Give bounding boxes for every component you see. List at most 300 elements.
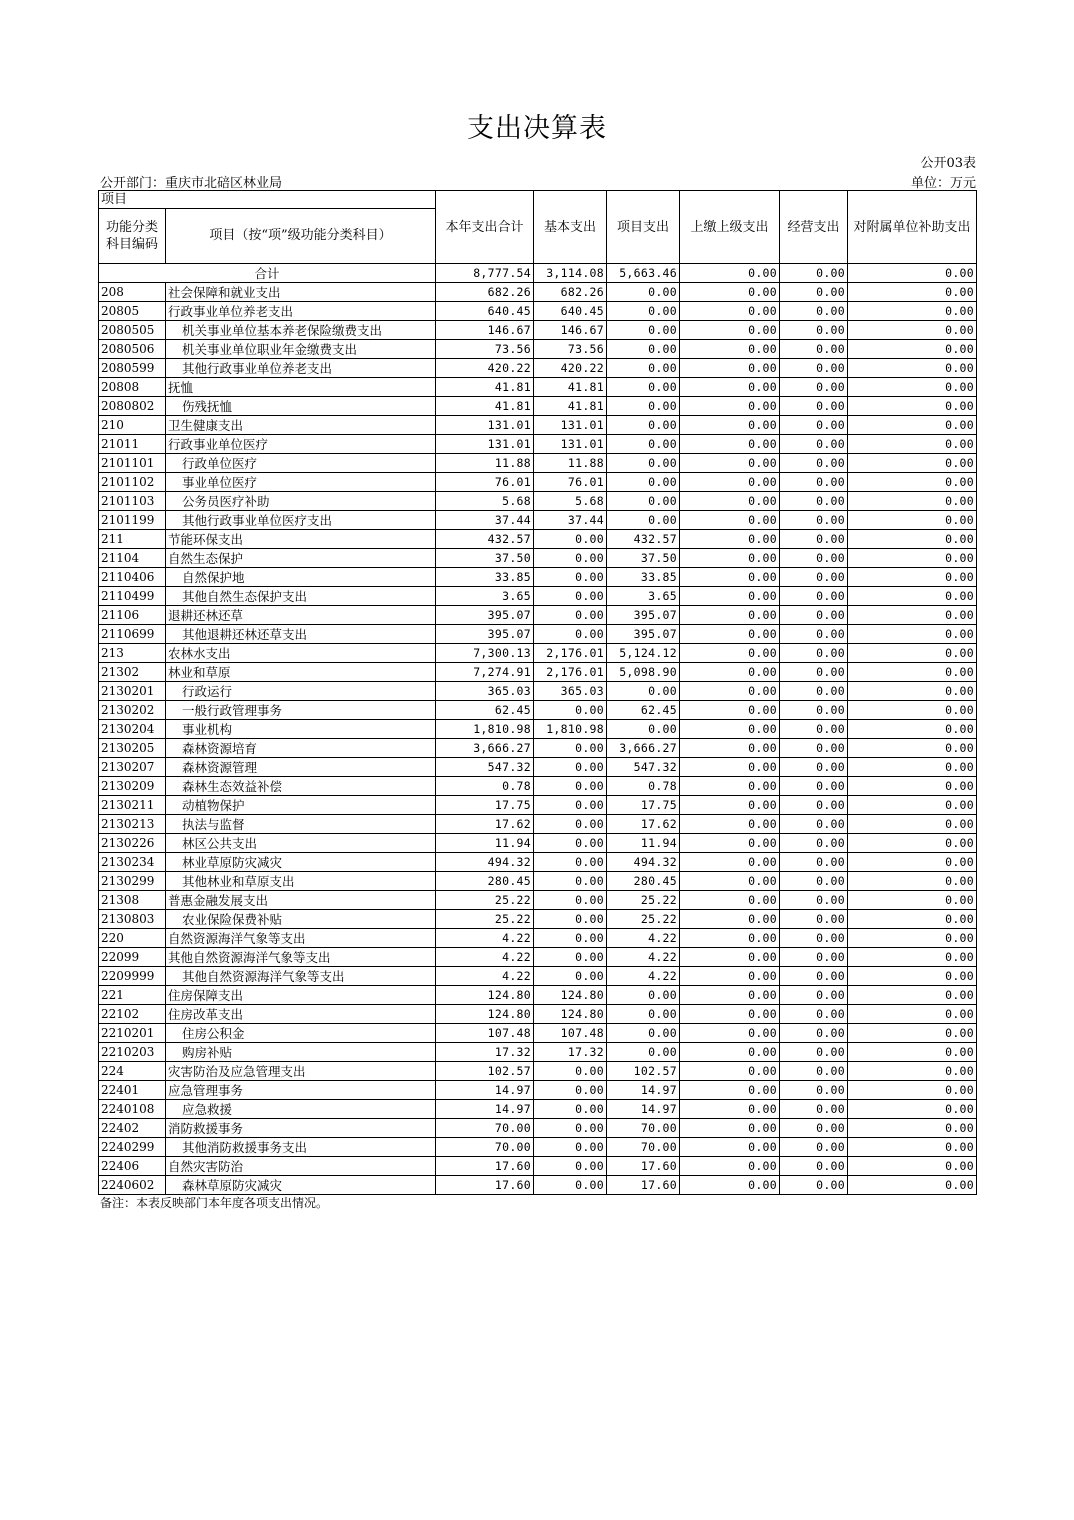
cell-basic: 1,810.98 xyxy=(534,720,607,739)
cell-name: 公务员医疗补助 xyxy=(166,492,436,511)
cell-superior: 0.00 xyxy=(680,834,780,853)
cell-operating: 0.00 xyxy=(780,378,848,397)
total-operating: 0.00 xyxy=(780,264,848,283)
cell-project: 0.00 xyxy=(607,1024,680,1043)
cell-superior: 0.00 xyxy=(680,416,780,435)
cell-subsidy: 0.00 xyxy=(848,359,977,378)
cell-operating: 0.00 xyxy=(780,511,848,530)
cell-code: 2240299 xyxy=(99,1138,166,1157)
table-row xyxy=(99,321,977,340)
total-project: 5,663.46 xyxy=(607,264,680,283)
cell-project: 17.62 xyxy=(607,815,680,834)
cell-subsidy: 0.00 xyxy=(848,1100,977,1119)
cell-name: 森林资源培育 xyxy=(166,739,436,758)
cell-code: 21011 xyxy=(99,435,166,454)
cell-name: 农林水支出 xyxy=(166,644,436,663)
cell-total: 0.78 xyxy=(436,777,534,796)
cell-total: 37.50 xyxy=(436,549,534,568)
cell-name: 其他自然资源海洋气象等支出 xyxy=(166,967,436,986)
cell-total: 640.45 xyxy=(436,302,534,321)
cell-code: 2080802 xyxy=(99,397,166,416)
cell-code: 21104 xyxy=(99,549,166,568)
cell-operating: 0.00 xyxy=(780,910,848,929)
cell-subsidy: 0.00 xyxy=(848,1157,977,1176)
cell-subsidy: 0.00 xyxy=(848,910,977,929)
cell-subsidy: 0.00 xyxy=(848,1062,977,1081)
cell-superior: 0.00 xyxy=(680,701,780,720)
cell-basic: 0.00 xyxy=(534,1081,607,1100)
cell-name: 其他行政事业单位医疗支出 xyxy=(166,511,436,530)
cell-superior: 0.00 xyxy=(680,568,780,587)
cell-code: 22099 xyxy=(99,948,166,967)
cell-superior: 0.00 xyxy=(680,1024,780,1043)
cell-name: 一般行政管理事务 xyxy=(166,701,436,720)
cell-code: 208 xyxy=(99,283,166,302)
cell-project: 33.85 xyxy=(607,568,680,587)
cell-operating: 0.00 xyxy=(780,1062,848,1081)
cell-superior: 0.00 xyxy=(680,758,780,777)
cell-subsidy: 0.00 xyxy=(848,283,977,302)
cell-code: 2130213 xyxy=(99,815,166,834)
cell-total: 14.97 xyxy=(436,1081,534,1100)
table-row xyxy=(99,549,977,568)
cell-basic: 5.68 xyxy=(534,492,607,511)
cell-name: 应急管理事务 xyxy=(166,1081,436,1100)
table-row xyxy=(99,1043,977,1062)
cell-code: 2130207 xyxy=(99,758,166,777)
cell-code: 2080506 xyxy=(99,340,166,359)
cell-project: 0.00 xyxy=(607,416,680,435)
cell-superior: 0.00 xyxy=(680,720,780,739)
cell-code: 22102 xyxy=(99,1005,166,1024)
cell-project: 17.75 xyxy=(607,796,680,815)
cell-code: 2101103 xyxy=(99,492,166,511)
cell-name: 自然资源海洋气象等支出 xyxy=(166,929,436,948)
cell-name: 森林生态效益补偿 xyxy=(166,777,436,796)
table-row xyxy=(99,1138,977,1157)
table-row xyxy=(99,473,977,492)
cell-total: 3,666.27 xyxy=(436,739,534,758)
cell-code: 210 xyxy=(99,416,166,435)
table-row xyxy=(99,777,977,796)
cell-operating: 0.00 xyxy=(780,1119,848,1138)
cell-subsidy: 0.00 xyxy=(848,321,977,340)
header-operating: 经营支出 xyxy=(780,191,848,264)
cell-total: 682.26 xyxy=(436,283,534,302)
cell-total: 4.22 xyxy=(436,967,534,986)
cell-subsidy: 0.00 xyxy=(848,891,977,910)
cell-subsidy: 0.00 xyxy=(848,397,977,416)
cell-operating: 0.00 xyxy=(780,739,848,758)
cell-total: 420.22 xyxy=(436,359,534,378)
cell-project: 0.00 xyxy=(607,378,680,397)
cell-basic: 0.00 xyxy=(534,929,607,948)
table-row xyxy=(99,1024,977,1043)
cell-total: 395.07 xyxy=(436,625,534,644)
cell-superior: 0.00 xyxy=(680,853,780,872)
table-row xyxy=(99,701,977,720)
cell-superior: 0.00 xyxy=(680,1138,780,1157)
cell-subsidy: 0.00 xyxy=(848,853,977,872)
cell-basic: 0.00 xyxy=(534,606,607,625)
total-row xyxy=(99,264,977,283)
cell-superior: 0.00 xyxy=(680,948,780,967)
cell-basic: 0.00 xyxy=(534,1138,607,1157)
cell-subsidy: 0.00 xyxy=(848,967,977,986)
cell-operating: 0.00 xyxy=(780,1005,848,1024)
cell-superior: 0.00 xyxy=(680,283,780,302)
cell-operating: 0.00 xyxy=(780,359,848,378)
cell-basic: 11.88 xyxy=(534,454,607,473)
cell-code: 2130209 xyxy=(99,777,166,796)
cell-basic: 0.00 xyxy=(534,530,607,549)
table-row xyxy=(99,853,977,872)
cell-code: 2209999 xyxy=(99,967,166,986)
cell-subsidy: 0.00 xyxy=(848,511,977,530)
cell-superior: 0.00 xyxy=(680,549,780,568)
cell-basic: 0.00 xyxy=(534,1100,607,1119)
table-row xyxy=(99,720,977,739)
cell-total: 70.00 xyxy=(436,1138,534,1157)
total-sum: 8,777.54 xyxy=(436,264,534,283)
cell-project: 17.60 xyxy=(607,1176,680,1195)
cell-superior: 0.00 xyxy=(680,796,780,815)
cell-superior: 0.00 xyxy=(680,682,780,701)
cell-name: 其他退耕还林还草支出 xyxy=(166,625,436,644)
cell-operating: 0.00 xyxy=(780,986,848,1005)
table-row xyxy=(99,891,977,910)
table-row xyxy=(99,530,977,549)
cell-subsidy: 0.00 xyxy=(848,644,977,663)
cell-subsidy: 0.00 xyxy=(848,1119,977,1138)
cell-subsidy: 0.00 xyxy=(848,720,977,739)
page-title: 支出决算表 xyxy=(467,113,607,144)
cell-name: 事业机构 xyxy=(166,720,436,739)
cell-superior: 0.00 xyxy=(680,587,780,606)
cell-project: 0.00 xyxy=(607,340,680,359)
cell-code: 2240108 xyxy=(99,1100,166,1119)
cell-subsidy: 0.00 xyxy=(848,948,977,967)
cell-project: 3,666.27 xyxy=(607,739,680,758)
cell-project: 432.57 xyxy=(607,530,680,549)
cell-total: 7,300.13 xyxy=(436,644,534,663)
cell-code: 2130803 xyxy=(99,910,166,929)
cell-operating: 0.00 xyxy=(780,530,848,549)
total-basic: 3,114.08 xyxy=(534,264,607,283)
cell-project: 0.00 xyxy=(607,359,680,378)
cell-superior: 0.00 xyxy=(680,1081,780,1100)
cell-project: 14.97 xyxy=(607,1100,680,1119)
cell-superior: 0.00 xyxy=(680,340,780,359)
cell-operating: 0.00 xyxy=(780,872,848,891)
header-subsidy: 对附属单位补助支出 xyxy=(848,191,977,264)
cell-total: 33.85 xyxy=(436,568,534,587)
cell-project: 494.32 xyxy=(607,853,680,872)
department-label: 公开部门：重庆市北碚区林业局 xyxy=(100,176,283,191)
cell-name: 机关事业单位基本养老保险缴费支出 xyxy=(166,321,436,340)
cell-name: 森林资源管理 xyxy=(166,758,436,777)
cell-superior: 0.00 xyxy=(680,397,780,416)
cell-total: 25.22 xyxy=(436,910,534,929)
cell-total: 5.68 xyxy=(436,492,534,511)
cell-project: 0.00 xyxy=(607,682,680,701)
expenditure-table xyxy=(98,190,977,1195)
cell-project: 4.22 xyxy=(607,929,680,948)
cell-total: 107.48 xyxy=(436,1024,534,1043)
cell-basic: 0.00 xyxy=(534,1062,607,1081)
cell-project: 0.00 xyxy=(607,283,680,302)
table-row xyxy=(99,815,977,834)
cell-superior: 0.00 xyxy=(680,302,780,321)
cell-basic: 365.03 xyxy=(534,682,607,701)
cell-basic: 0.00 xyxy=(534,625,607,644)
cell-subsidy: 0.00 xyxy=(848,416,977,435)
cell-name: 伤残抚恤 xyxy=(166,397,436,416)
table-row xyxy=(99,1005,977,1024)
cell-operating: 0.00 xyxy=(780,682,848,701)
cell-subsidy: 0.00 xyxy=(848,663,977,682)
cell-code: 2130226 xyxy=(99,834,166,853)
cell-total: 41.81 xyxy=(436,378,534,397)
cell-code: 2130202 xyxy=(99,701,166,720)
table-row xyxy=(99,625,977,644)
table-row xyxy=(99,416,977,435)
table-row xyxy=(99,511,977,530)
cell-total: 365.03 xyxy=(436,682,534,701)
cell-operating: 0.00 xyxy=(780,606,848,625)
cell-total: 11.94 xyxy=(436,834,534,853)
table-row xyxy=(99,739,977,758)
cell-subsidy: 0.00 xyxy=(848,701,977,720)
cell-code: 20808 xyxy=(99,378,166,397)
cell-basic: 124.80 xyxy=(534,1005,607,1024)
cell-name: 动植物保护 xyxy=(166,796,436,815)
table-row xyxy=(99,796,977,815)
cell-superior: 0.00 xyxy=(680,435,780,454)
cell-name: 住房改革支出 xyxy=(166,1005,436,1024)
cell-total: 17.75 xyxy=(436,796,534,815)
header-code: 功能分类科目编码 xyxy=(99,209,166,264)
cell-superior: 0.00 xyxy=(680,473,780,492)
cell-total: 4.22 xyxy=(436,948,534,967)
cell-operating: 0.00 xyxy=(780,1138,848,1157)
cell-project: 0.00 xyxy=(607,321,680,340)
table-row xyxy=(99,454,977,473)
cell-basic: 131.01 xyxy=(534,416,607,435)
cell-subsidy: 0.00 xyxy=(848,815,977,834)
cell-subsidy: 0.00 xyxy=(848,606,977,625)
cell-total: 131.01 xyxy=(436,416,534,435)
table-row xyxy=(99,397,977,416)
cell-project: 547.32 xyxy=(607,758,680,777)
cell-superior: 0.00 xyxy=(680,929,780,948)
cell-subsidy: 0.00 xyxy=(848,435,977,454)
cell-code: 2240602 xyxy=(99,1176,166,1195)
cell-operating: 0.00 xyxy=(780,967,848,986)
table-row xyxy=(99,682,977,701)
cell-project: 25.22 xyxy=(607,891,680,910)
cell-code: 2130201 xyxy=(99,682,166,701)
cell-name: 退耕还林还草 xyxy=(166,606,436,625)
cell-total: 146.67 xyxy=(436,321,534,340)
header-name: 项目（按“项”级功能分类科目） xyxy=(166,209,436,264)
cell-name: 购房补贴 xyxy=(166,1043,436,1062)
table-row xyxy=(99,378,977,397)
cell-name: 农业保险保费补贴 xyxy=(166,910,436,929)
cell-total: 3.65 xyxy=(436,587,534,606)
cell-total: 17.62 xyxy=(436,815,534,834)
cell-operating: 0.00 xyxy=(780,758,848,777)
cell-name: 应急救援 xyxy=(166,1100,436,1119)
cell-basic: 0.00 xyxy=(534,549,607,568)
cell-total: 14.97 xyxy=(436,1100,534,1119)
cell-name: 行政事业单位养老支出 xyxy=(166,302,436,321)
cell-project: 4.22 xyxy=(607,967,680,986)
table-row xyxy=(99,302,977,321)
cell-subsidy: 0.00 xyxy=(848,1024,977,1043)
header-basic: 基本支出 xyxy=(534,191,607,264)
cell-code: 2130299 xyxy=(99,872,166,891)
cell-operating: 0.00 xyxy=(780,1157,848,1176)
cell-superior: 0.00 xyxy=(680,1119,780,1138)
cell-total: 547.32 xyxy=(436,758,534,777)
header-superior: 上缴上级支出 xyxy=(680,191,780,264)
cell-superior: 0.00 xyxy=(680,1005,780,1024)
cell-basic: 0.00 xyxy=(534,853,607,872)
cell-subsidy: 0.00 xyxy=(848,302,977,321)
cell-superior: 0.00 xyxy=(680,815,780,834)
table-row xyxy=(99,1062,977,1081)
cell-operating: 0.00 xyxy=(780,834,848,853)
cell-basic: 0.00 xyxy=(534,872,607,891)
cell-code: 221 xyxy=(99,986,166,1005)
cell-basic: 76.01 xyxy=(534,473,607,492)
cell-subsidy: 0.00 xyxy=(848,1043,977,1062)
cell-basic: 0.00 xyxy=(534,701,607,720)
table-row xyxy=(99,910,977,929)
table-row xyxy=(99,492,977,511)
table-number: 公开03表 xyxy=(920,156,976,171)
cell-basic: 2,176.01 xyxy=(534,663,607,682)
cell-operating: 0.00 xyxy=(780,302,848,321)
cell-subsidy: 0.00 xyxy=(848,530,977,549)
cell-operating: 0.00 xyxy=(780,283,848,302)
cell-operating: 0.00 xyxy=(780,663,848,682)
cell-name: 住房公积金 xyxy=(166,1024,436,1043)
cell-code: 2080599 xyxy=(99,359,166,378)
cell-basic: 41.81 xyxy=(534,378,607,397)
cell-code: 2110499 xyxy=(99,587,166,606)
cell-total: 124.80 xyxy=(436,1005,534,1024)
cell-project: 25.22 xyxy=(607,910,680,929)
cell-total: 124.80 xyxy=(436,986,534,1005)
cell-superior: 0.00 xyxy=(680,967,780,986)
cell-name: 事业单位医疗 xyxy=(166,473,436,492)
cell-code: 2101102 xyxy=(99,473,166,492)
cell-project: 0.00 xyxy=(607,454,680,473)
cell-operating: 0.00 xyxy=(780,853,848,872)
cell-operating: 0.00 xyxy=(780,1043,848,1062)
cell-superior: 0.00 xyxy=(680,530,780,549)
table-row xyxy=(99,587,977,606)
cell-superior: 0.00 xyxy=(680,454,780,473)
cell-name: 行政单位医疗 xyxy=(166,454,436,473)
cell-code: 2130205 xyxy=(99,739,166,758)
cell-operating: 0.00 xyxy=(780,568,848,587)
cell-subsidy: 0.00 xyxy=(848,682,977,701)
cell-superior: 0.00 xyxy=(680,1100,780,1119)
cell-name: 社会保障和就业支出 xyxy=(166,283,436,302)
cell-total: 432.57 xyxy=(436,530,534,549)
cell-superior: 0.00 xyxy=(680,739,780,758)
cell-total: 1,810.98 xyxy=(436,720,534,739)
cell-basic: 420.22 xyxy=(534,359,607,378)
cell-subsidy: 0.00 xyxy=(848,1005,977,1024)
cell-basic: 0.00 xyxy=(534,948,607,967)
total-label: 合计 xyxy=(99,264,436,283)
cell-total: 11.88 xyxy=(436,454,534,473)
cell-name: 行政事业单位医疗 xyxy=(166,435,436,454)
cell-code: 2080505 xyxy=(99,321,166,340)
cell-code: 220 xyxy=(99,929,166,948)
cell-project: 0.00 xyxy=(607,302,680,321)
cell-project: 0.00 xyxy=(607,1005,680,1024)
cell-name: 节能环保支出 xyxy=(166,530,436,549)
cell-superior: 0.00 xyxy=(680,606,780,625)
cell-name: 自然保护地 xyxy=(166,568,436,587)
cell-project: 0.00 xyxy=(607,397,680,416)
cell-total: 17.32 xyxy=(436,1043,534,1062)
footnote: 备注：本表反映部门本年度各项支出情况。 xyxy=(100,1196,329,1210)
total-superior: 0.00 xyxy=(680,264,780,283)
cell-project: 395.07 xyxy=(607,625,680,644)
cell-code: 2110699 xyxy=(99,625,166,644)
cell-basic: 0.00 xyxy=(534,587,607,606)
cell-operating: 0.00 xyxy=(780,777,848,796)
cell-project: 0.00 xyxy=(607,1043,680,1062)
cell-total: 17.60 xyxy=(436,1157,534,1176)
cell-project: 0.00 xyxy=(607,473,680,492)
cell-operating: 0.00 xyxy=(780,948,848,967)
cell-total: 76.01 xyxy=(436,473,534,492)
cell-operating: 0.00 xyxy=(780,644,848,663)
cell-basic: 0.00 xyxy=(534,777,607,796)
cell-superior: 0.00 xyxy=(680,644,780,663)
cell-superior: 0.00 xyxy=(680,378,780,397)
cell-superior: 0.00 xyxy=(680,321,780,340)
header-project: 项目支出 xyxy=(607,191,680,264)
cell-basic: 124.80 xyxy=(534,986,607,1005)
cell-operating: 0.00 xyxy=(780,701,848,720)
cell-project: 395.07 xyxy=(607,606,680,625)
cell-total: 102.57 xyxy=(436,1062,534,1081)
cell-superior: 0.00 xyxy=(680,492,780,511)
cell-superior: 0.00 xyxy=(680,625,780,644)
cell-superior: 0.00 xyxy=(680,359,780,378)
table-row xyxy=(99,834,977,853)
table-row xyxy=(99,568,977,587)
cell-basic: 0.00 xyxy=(534,891,607,910)
cell-name: 林业和草原 xyxy=(166,663,436,682)
cell-basic: 73.56 xyxy=(534,340,607,359)
cell-code: 2130211 xyxy=(99,796,166,815)
cell-operating: 0.00 xyxy=(780,1176,848,1195)
cell-name: 自然灾害防治 xyxy=(166,1157,436,1176)
unit-label: 单位：万元 xyxy=(910,176,976,191)
cell-subsidy: 0.00 xyxy=(848,872,977,891)
cell-total: 62.45 xyxy=(436,701,534,720)
cell-name: 其他自然资源海洋气象等支出 xyxy=(166,948,436,967)
